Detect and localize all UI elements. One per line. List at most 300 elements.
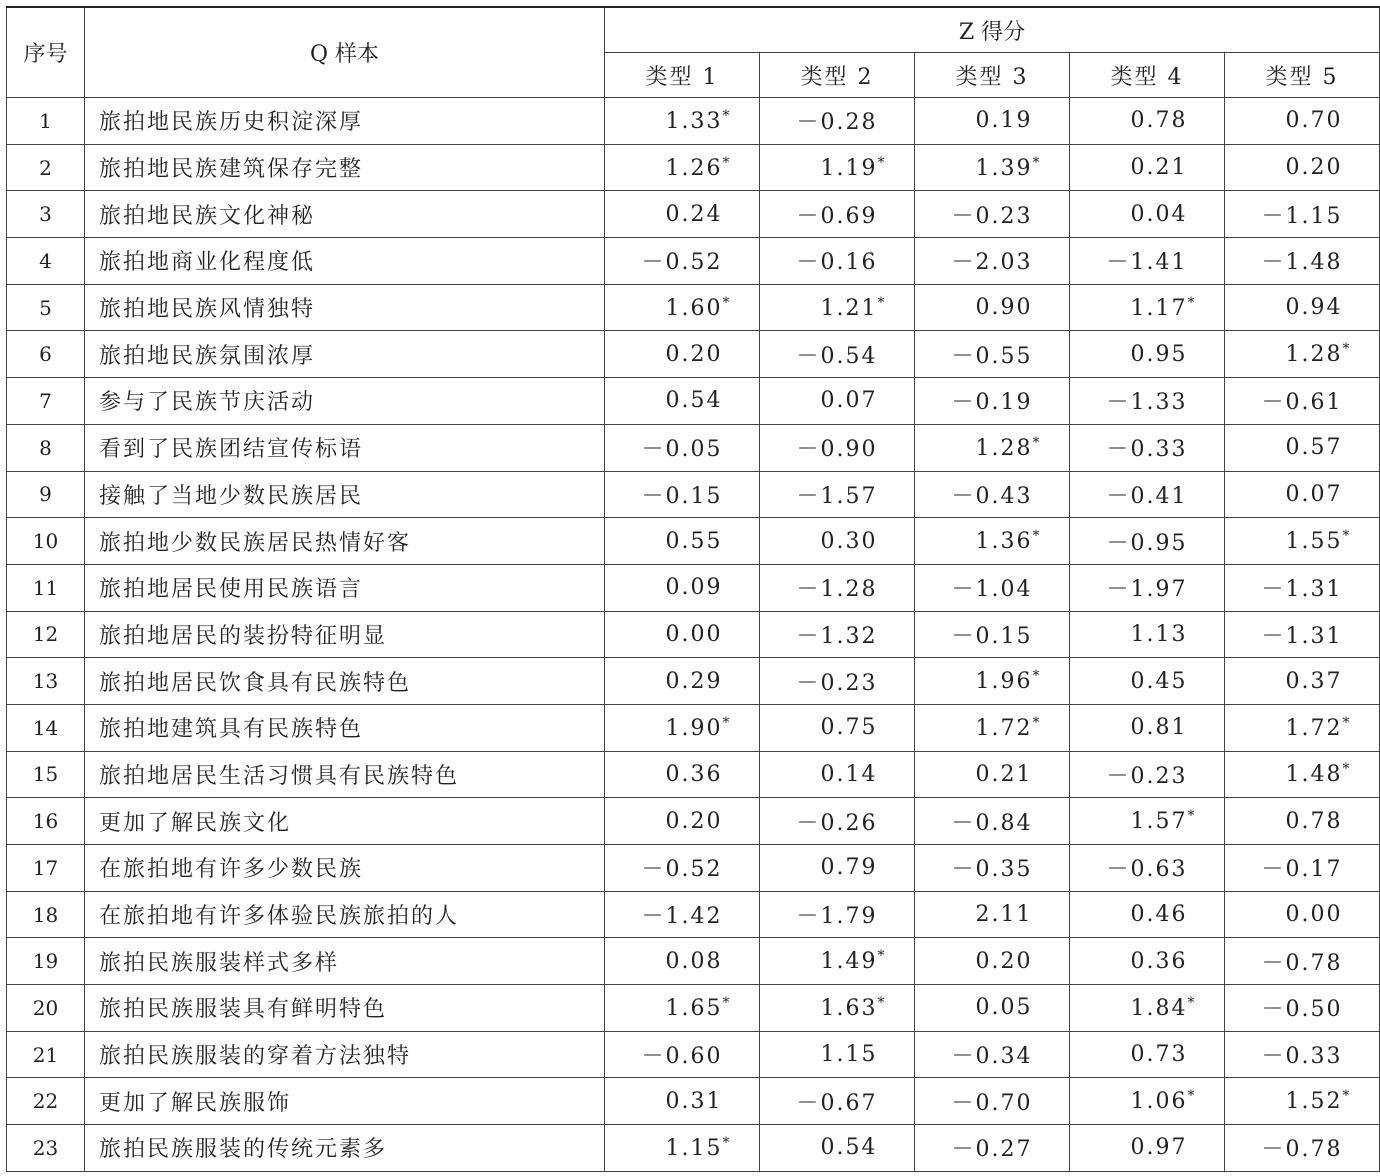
- z-score-value: 0.00: [1285, 902, 1343, 928]
- z-score-cell: [605, 1078, 760, 1125]
- row-index: 10: [7, 518, 85, 565]
- z-score-cell: [605, 471, 760, 518]
- z-score-cell: [1070, 191, 1225, 238]
- significance-mark: *: [1187, 1088, 1197, 1105]
- type-header: 类型 4: [1070, 53, 1225, 98]
- z-score-cell: [915, 985, 1070, 1032]
- z-score-value: 0.30: [820, 528, 878, 554]
- significance-mark: *: [1342, 714, 1352, 731]
- z-score-table: [6, 6, 1380, 1172]
- significance-mark: *: [877, 294, 887, 311]
- z-score-value: 0.54: [665, 388, 723, 414]
- z-score-value: 0.36: [665, 761, 723, 787]
- z-score-value: 0.07: [820, 388, 878, 414]
- z-score-value: －0.17: [1261, 857, 1343, 883]
- z-score-value: －1.33: [1106, 390, 1188, 416]
- significance-mark: *: [1342, 1088, 1352, 1105]
- z-score-value: －0.15: [951, 623, 1033, 649]
- significance-mark: *: [1342, 761, 1352, 778]
- z-score-cell: [605, 378, 760, 425]
- table-row: [7, 1078, 1380, 1125]
- table-row: [7, 938, 1380, 985]
- type-header: 类型 5: [1225, 53, 1380, 98]
- significance-mark: *: [877, 948, 887, 965]
- z-score-cell: [760, 1125, 915, 1172]
- row-index: 22: [7, 1078, 85, 1125]
- z-score-cell: [1225, 704, 1380, 751]
- z-score-cell: [915, 611, 1070, 658]
- z-score-cell: [1225, 518, 1380, 565]
- table-row: [7, 1031, 1380, 1078]
- z-score-cell: [1225, 284, 1380, 331]
- z-score-value: －0.26: [796, 810, 878, 836]
- z-score-value: 1.28: [1285, 342, 1343, 368]
- significance-mark: *: [722, 107, 732, 124]
- z-score-value: 0.97: [1130, 1135, 1188, 1161]
- z-score-value: 0.20: [975, 948, 1033, 974]
- z-score-cell: [1070, 658, 1225, 705]
- row-index: 18: [7, 891, 85, 938]
- z-score-value: －1.42: [641, 904, 723, 930]
- z-score-cell: [915, 798, 1070, 845]
- z-score-value: 0.90: [975, 295, 1033, 321]
- z-score-value: 0.57: [1285, 435, 1343, 461]
- table-row: [7, 424, 1380, 471]
- z-score-cell: [760, 611, 915, 658]
- z-score-value: －0.16: [796, 250, 878, 276]
- row-index: 8: [7, 424, 85, 471]
- z-score-cell: [1225, 471, 1380, 518]
- z-score-value: －0.60: [641, 1044, 723, 1070]
- z-score-cell: [1070, 611, 1225, 658]
- table-row: [7, 518, 1380, 565]
- z-score-value: －1.97: [1106, 577, 1188, 603]
- z-score-cell: [605, 518, 760, 565]
- z-score-value: －1.57: [796, 483, 878, 509]
- z-score-value: 0.14: [820, 761, 878, 787]
- z-score-value: －1.32: [796, 623, 878, 649]
- z-score-value: 0.04: [1130, 201, 1188, 227]
- row-index: 4: [7, 238, 85, 285]
- z-score-cell: [915, 378, 1070, 425]
- z-score-cell: [1225, 1078, 1380, 1125]
- sample-text: 旅拍地居民的装扮特征明显: [85, 611, 605, 658]
- z-score-cell: [605, 144, 760, 191]
- sample-text: 参与了民族节庆活动: [85, 378, 605, 425]
- z-score-cell: [760, 751, 915, 798]
- z-score-cell: [1070, 144, 1225, 191]
- significance-mark: *: [722, 294, 732, 311]
- sample-text: 旅拍地居民使用民族语言: [85, 564, 605, 611]
- z-score-value: －0.23: [951, 203, 1033, 229]
- z-score-cell: [605, 1125, 760, 1172]
- z-score-cell: [605, 191, 760, 238]
- row-index: 2: [7, 144, 85, 191]
- z-score-cell: [1070, 331, 1225, 378]
- z-score-value: 0.78: [1130, 108, 1188, 134]
- type-header: 类型 3: [915, 53, 1070, 98]
- z-score-value: －0.78: [1261, 1137, 1343, 1163]
- table-row: [7, 891, 1380, 938]
- significance-mark: *: [1187, 994, 1197, 1011]
- table-row: [7, 378, 1380, 425]
- z-score-cell: [915, 845, 1070, 892]
- z-score-cell: [1070, 284, 1225, 331]
- z-score-value: 1.28: [975, 435, 1033, 461]
- z-score-value: 0.54: [820, 1135, 878, 1161]
- table-row: [7, 985, 1380, 1032]
- sample-text: 旅拍民族服装具有鲜明特色: [85, 985, 605, 1032]
- z-score-value: －0.23: [796, 670, 878, 696]
- z-score-value: 0.73: [1130, 1042, 1188, 1068]
- sample-text: 在旅拍地有许多少数民族: [85, 845, 605, 892]
- z-score-value: 0.36: [1130, 948, 1188, 974]
- table-row: [7, 471, 1380, 518]
- z-score-cell: [915, 564, 1070, 611]
- z-score-cell: [1225, 378, 1380, 425]
- significance-mark: *: [1342, 528, 1352, 545]
- z-score-value: 0.19: [975, 108, 1033, 134]
- z-score-value: 1.36: [975, 529, 1033, 555]
- sample-text: 旅拍地居民生活习惯具有民族特色: [85, 751, 605, 798]
- z-score-cell: [760, 704, 915, 751]
- z-score-value: 0.79: [820, 855, 878, 881]
- z-score-cell: [605, 424, 760, 471]
- table-row: [7, 1125, 1380, 1172]
- z-score-cell: [605, 704, 760, 751]
- z-score-cell: [915, 191, 1070, 238]
- z-score-value: 1.15: [665, 1135, 723, 1161]
- sample-text: 更加了解民族服饰: [85, 1078, 605, 1125]
- sample-text: 旅拍地民族氛围浓厚: [85, 331, 605, 378]
- z-score-cell: [760, 938, 915, 985]
- sample-text: 旅拍地少数民族居民热情好客: [85, 518, 605, 565]
- z-score-cell: [1225, 611, 1380, 658]
- z-score-value: 0.75: [820, 715, 878, 741]
- z-score-value: 1.84: [1130, 995, 1188, 1021]
- z-score-cell: [1070, 1078, 1225, 1125]
- row-index: 14: [7, 704, 85, 751]
- z-score-cell: [1225, 1031, 1380, 1078]
- z-score-cell: [605, 238, 760, 285]
- table-body: [7, 98, 1380, 1172]
- significance-mark: *: [877, 154, 887, 171]
- z-score-value: －1.48: [1261, 250, 1343, 276]
- z-score-value: －0.19: [951, 390, 1033, 416]
- z-score-value: －1.28: [796, 577, 878, 603]
- z-score-cell: [605, 331, 760, 378]
- z-score-value: 1.33: [665, 108, 723, 134]
- z-score-cell: [915, 331, 1070, 378]
- z-score-cell: [1225, 144, 1380, 191]
- z-score-cell: [760, 891, 915, 938]
- z-score-value: 0.20: [665, 808, 723, 834]
- z-score-cell: [915, 1031, 1070, 1078]
- z-score-value: 0.70: [1285, 108, 1343, 134]
- z-score-cell: [1070, 704, 1225, 751]
- table-row: [7, 98, 1380, 145]
- z-score-cell: [1070, 98, 1225, 145]
- z-score-cell: [1225, 798, 1380, 845]
- index-header: 序号: [7, 7, 85, 98]
- z-score-value: 0.07: [1285, 481, 1343, 507]
- z-score-value: 1.52: [1285, 1089, 1343, 1115]
- significance-mark: *: [722, 1134, 732, 1151]
- z-score-value: －0.05: [641, 437, 723, 463]
- z-score-value: 1.19: [820, 155, 878, 181]
- z-score-value: 1.96: [975, 669, 1033, 695]
- significance-mark: *: [1342, 341, 1352, 358]
- z-score-value: －0.63: [1106, 857, 1188, 883]
- z-score-value: －0.33: [1106, 437, 1188, 463]
- sample-text: 看到了民族团结宣传标语: [85, 424, 605, 471]
- z-score-cell: [915, 471, 1070, 518]
- z-score-cell: [1070, 471, 1225, 518]
- z-score-cell: [760, 238, 915, 285]
- row-index: 5: [7, 284, 85, 331]
- significance-mark: *: [1032, 154, 1042, 171]
- sample-text: 旅拍民族服装样式多样: [85, 938, 605, 985]
- table-row: [7, 144, 1380, 191]
- z-score-cell: [1225, 331, 1380, 378]
- z-score-cell: [760, 331, 915, 378]
- table-row: [7, 284, 1380, 331]
- z-score-value: 1.55: [1285, 529, 1343, 555]
- z-score-cell: [915, 238, 1070, 285]
- table-row: [7, 751, 1380, 798]
- z-score-cell: [760, 144, 915, 191]
- type-header: 类型 1: [605, 53, 760, 98]
- table-row: [7, 704, 1380, 751]
- z-score-cell: [1070, 985, 1225, 1032]
- row-index: 6: [7, 331, 85, 378]
- z-score-value: 0.94: [1285, 295, 1343, 321]
- z-score-value: 1.21: [820, 295, 878, 321]
- z-score-cell: [605, 1031, 760, 1078]
- z-score-cell: [1225, 891, 1380, 938]
- z-score-cell: [1070, 891, 1225, 938]
- z-score-value: 1.48: [1285, 762, 1343, 788]
- z-score-cell: [1070, 378, 1225, 425]
- sample-text: 旅拍地建筑具有民族特色: [85, 704, 605, 751]
- z-score-cell: [760, 191, 915, 238]
- z-score-value: 0.81: [1130, 715, 1188, 741]
- z-score-value: －0.27: [951, 1137, 1033, 1163]
- z-score-cell: [915, 704, 1070, 751]
- row-index: 16: [7, 798, 85, 845]
- z-score-cell: [760, 845, 915, 892]
- z-score-value: 0.05: [975, 995, 1033, 1021]
- z-score-value: 2.11: [975, 902, 1033, 928]
- z-score-cell: [605, 938, 760, 985]
- z-score-value: －0.52: [641, 857, 723, 883]
- z-score-value: 1.06: [1130, 1089, 1188, 1115]
- z-score-cell: [1070, 1125, 1225, 1172]
- z-score-cell: [1070, 938, 1225, 985]
- z-score-cell: [1225, 658, 1380, 705]
- row-index: 7: [7, 378, 85, 425]
- z-score-cell: [915, 751, 1070, 798]
- z-score-cell: [760, 284, 915, 331]
- sample-text: 旅拍地商业化程度低: [85, 238, 605, 285]
- z-score-value: 0.78: [1285, 808, 1343, 834]
- type-header: 类型 2: [760, 53, 915, 98]
- sample-text: 旅拍地民族建筑保存完整: [85, 144, 605, 191]
- z-score-value: 0.20: [1285, 155, 1343, 181]
- sample-text: 旅拍地民族文化神秘: [85, 191, 605, 238]
- zscore-header: Z 得分: [605, 7, 1380, 53]
- z-score-value: 1.15: [820, 1042, 878, 1068]
- z-score-value: －1.79: [796, 904, 878, 930]
- row-index: 15: [7, 751, 85, 798]
- z-score-cell: [915, 284, 1070, 331]
- z-score-value: －0.35: [951, 857, 1033, 883]
- row-index: 9: [7, 471, 85, 518]
- z-score-cell: [1070, 798, 1225, 845]
- z-score-value: 1.90: [665, 715, 723, 741]
- z-score-value: 0.37: [1285, 668, 1343, 694]
- z-score-cell: [605, 284, 760, 331]
- z-score-value: 1.57: [1130, 809, 1188, 835]
- significance-mark: *: [1032, 668, 1042, 685]
- z-score-cell: [1070, 751, 1225, 798]
- z-score-value: －0.33: [1261, 1044, 1343, 1070]
- table-row: [7, 331, 1380, 378]
- table-row: [7, 658, 1380, 705]
- z-score-value: －0.84: [951, 810, 1033, 836]
- z-score-cell: [1225, 985, 1380, 1032]
- significance-mark: *: [722, 154, 732, 171]
- table-row: [7, 611, 1380, 658]
- z-score-cell: [915, 144, 1070, 191]
- table-row: [7, 238, 1380, 285]
- z-score-value: －2.03: [951, 250, 1033, 276]
- z-score-value: 1.65: [665, 995, 723, 1021]
- significance-mark: *: [877, 994, 887, 1011]
- z-score-cell: [1070, 238, 1225, 285]
- row-index: 3: [7, 191, 85, 238]
- z-score-value: －0.55: [951, 343, 1033, 369]
- z-score-cell: [1070, 1031, 1225, 1078]
- z-score-cell: [605, 798, 760, 845]
- z-score-value: －0.34: [951, 1044, 1033, 1070]
- z-score-cell: [605, 98, 760, 145]
- significance-mark: *: [1187, 294, 1197, 311]
- row-index: 11: [7, 564, 85, 611]
- z-score-cell: [1225, 191, 1380, 238]
- z-score-value: －0.41: [1106, 483, 1188, 509]
- z-score-cell: [915, 1078, 1070, 1125]
- sample-header: Q 样本: [85, 7, 605, 98]
- z-score-cell: [605, 845, 760, 892]
- z-score-cell: [605, 985, 760, 1032]
- z-score-cell: [915, 938, 1070, 985]
- row-index: 12: [7, 611, 85, 658]
- z-score-value: －0.69: [796, 203, 878, 229]
- z-score-value: 0.31: [665, 1088, 723, 1114]
- z-score-value: 1.63: [820, 995, 878, 1021]
- z-score-cell: [1225, 238, 1380, 285]
- table-row: [7, 564, 1380, 611]
- z-score-value: －1.31: [1261, 623, 1343, 649]
- z-score-cell: [605, 751, 760, 798]
- z-score-cell: [1070, 518, 1225, 565]
- z-score-value: －0.52: [641, 250, 723, 276]
- z-score-cell: [760, 564, 915, 611]
- significance-mark: *: [1187, 808, 1197, 825]
- significance-mark: *: [722, 714, 732, 731]
- significance-mark: *: [722, 994, 732, 1011]
- z-score-cell: [1070, 845, 1225, 892]
- significance-mark: *: [1032, 528, 1042, 545]
- z-score-cell: [1225, 938, 1380, 985]
- row-index: 1: [7, 98, 85, 145]
- z-score-value: －0.15: [641, 483, 723, 509]
- row-index: 21: [7, 1031, 85, 1078]
- z-score-cell: [1225, 424, 1380, 471]
- z-score-value: －1.31: [1261, 577, 1343, 603]
- z-score-cell: [1225, 98, 1380, 145]
- z-score-value: 0.21: [975, 761, 1033, 787]
- row-index: 13: [7, 658, 85, 705]
- significance-mark: *: [1032, 434, 1042, 451]
- sample-text: 旅拍民族服装的传统元素多: [85, 1125, 605, 1172]
- z-score-cell: [1225, 751, 1380, 798]
- z-score-cell: [760, 1078, 915, 1125]
- z-score-cell: [760, 1031, 915, 1078]
- z-score-value: －0.78: [1261, 950, 1343, 976]
- z-score-value: －1.04: [951, 577, 1033, 603]
- table-row: [7, 798, 1380, 845]
- z-score-value: 1.13: [1130, 621, 1188, 647]
- z-score-value: －0.90: [796, 437, 878, 463]
- z-score-value: 1.72: [975, 715, 1033, 741]
- z-score-value: －0.28: [796, 110, 878, 136]
- significance-mark: *: [1032, 714, 1042, 731]
- z-score-cell: [760, 985, 915, 1032]
- z-score-value: 1.39: [975, 155, 1033, 181]
- z-score-cell: [605, 564, 760, 611]
- z-score-value: 0.20: [665, 341, 723, 367]
- sample-text: 接触了当地少数民族居民: [85, 471, 605, 518]
- z-score-cell: [760, 658, 915, 705]
- z-score-cell: [1225, 564, 1380, 611]
- z-score-cell: [915, 98, 1070, 145]
- row-index: 19: [7, 938, 85, 985]
- z-score-value: 1.26: [665, 155, 723, 181]
- z-score-value: －0.70: [951, 1090, 1033, 1116]
- sample-text: 旅拍民族服装的穿着方法独特: [85, 1031, 605, 1078]
- z-score-value: －1.15: [1261, 203, 1343, 229]
- sample-text: 在旅拍地有许多体验民族旅拍的人: [85, 891, 605, 938]
- z-score-cell: [605, 611, 760, 658]
- z-score-value: 0.24: [665, 201, 723, 227]
- z-score-value: －0.95: [1106, 530, 1188, 556]
- z-score-value: －0.54: [796, 343, 878, 369]
- z-score-cell: [1070, 564, 1225, 611]
- z-score-value: 0.09: [665, 575, 723, 601]
- z-score-cell: [915, 891, 1070, 938]
- z-score-value: －0.23: [1106, 763, 1188, 789]
- z-score-value: 1.72: [1285, 715, 1343, 741]
- z-score-value: －0.67: [796, 1090, 878, 1116]
- z-score-value: －0.61: [1261, 390, 1343, 416]
- sample-text: 旅拍地民族风情独特: [85, 284, 605, 331]
- table-row: [7, 845, 1380, 892]
- sample-text: 更加了解民族文化: [85, 798, 605, 845]
- row-index: 17: [7, 845, 85, 892]
- z-score-value: 0.08: [665, 948, 723, 974]
